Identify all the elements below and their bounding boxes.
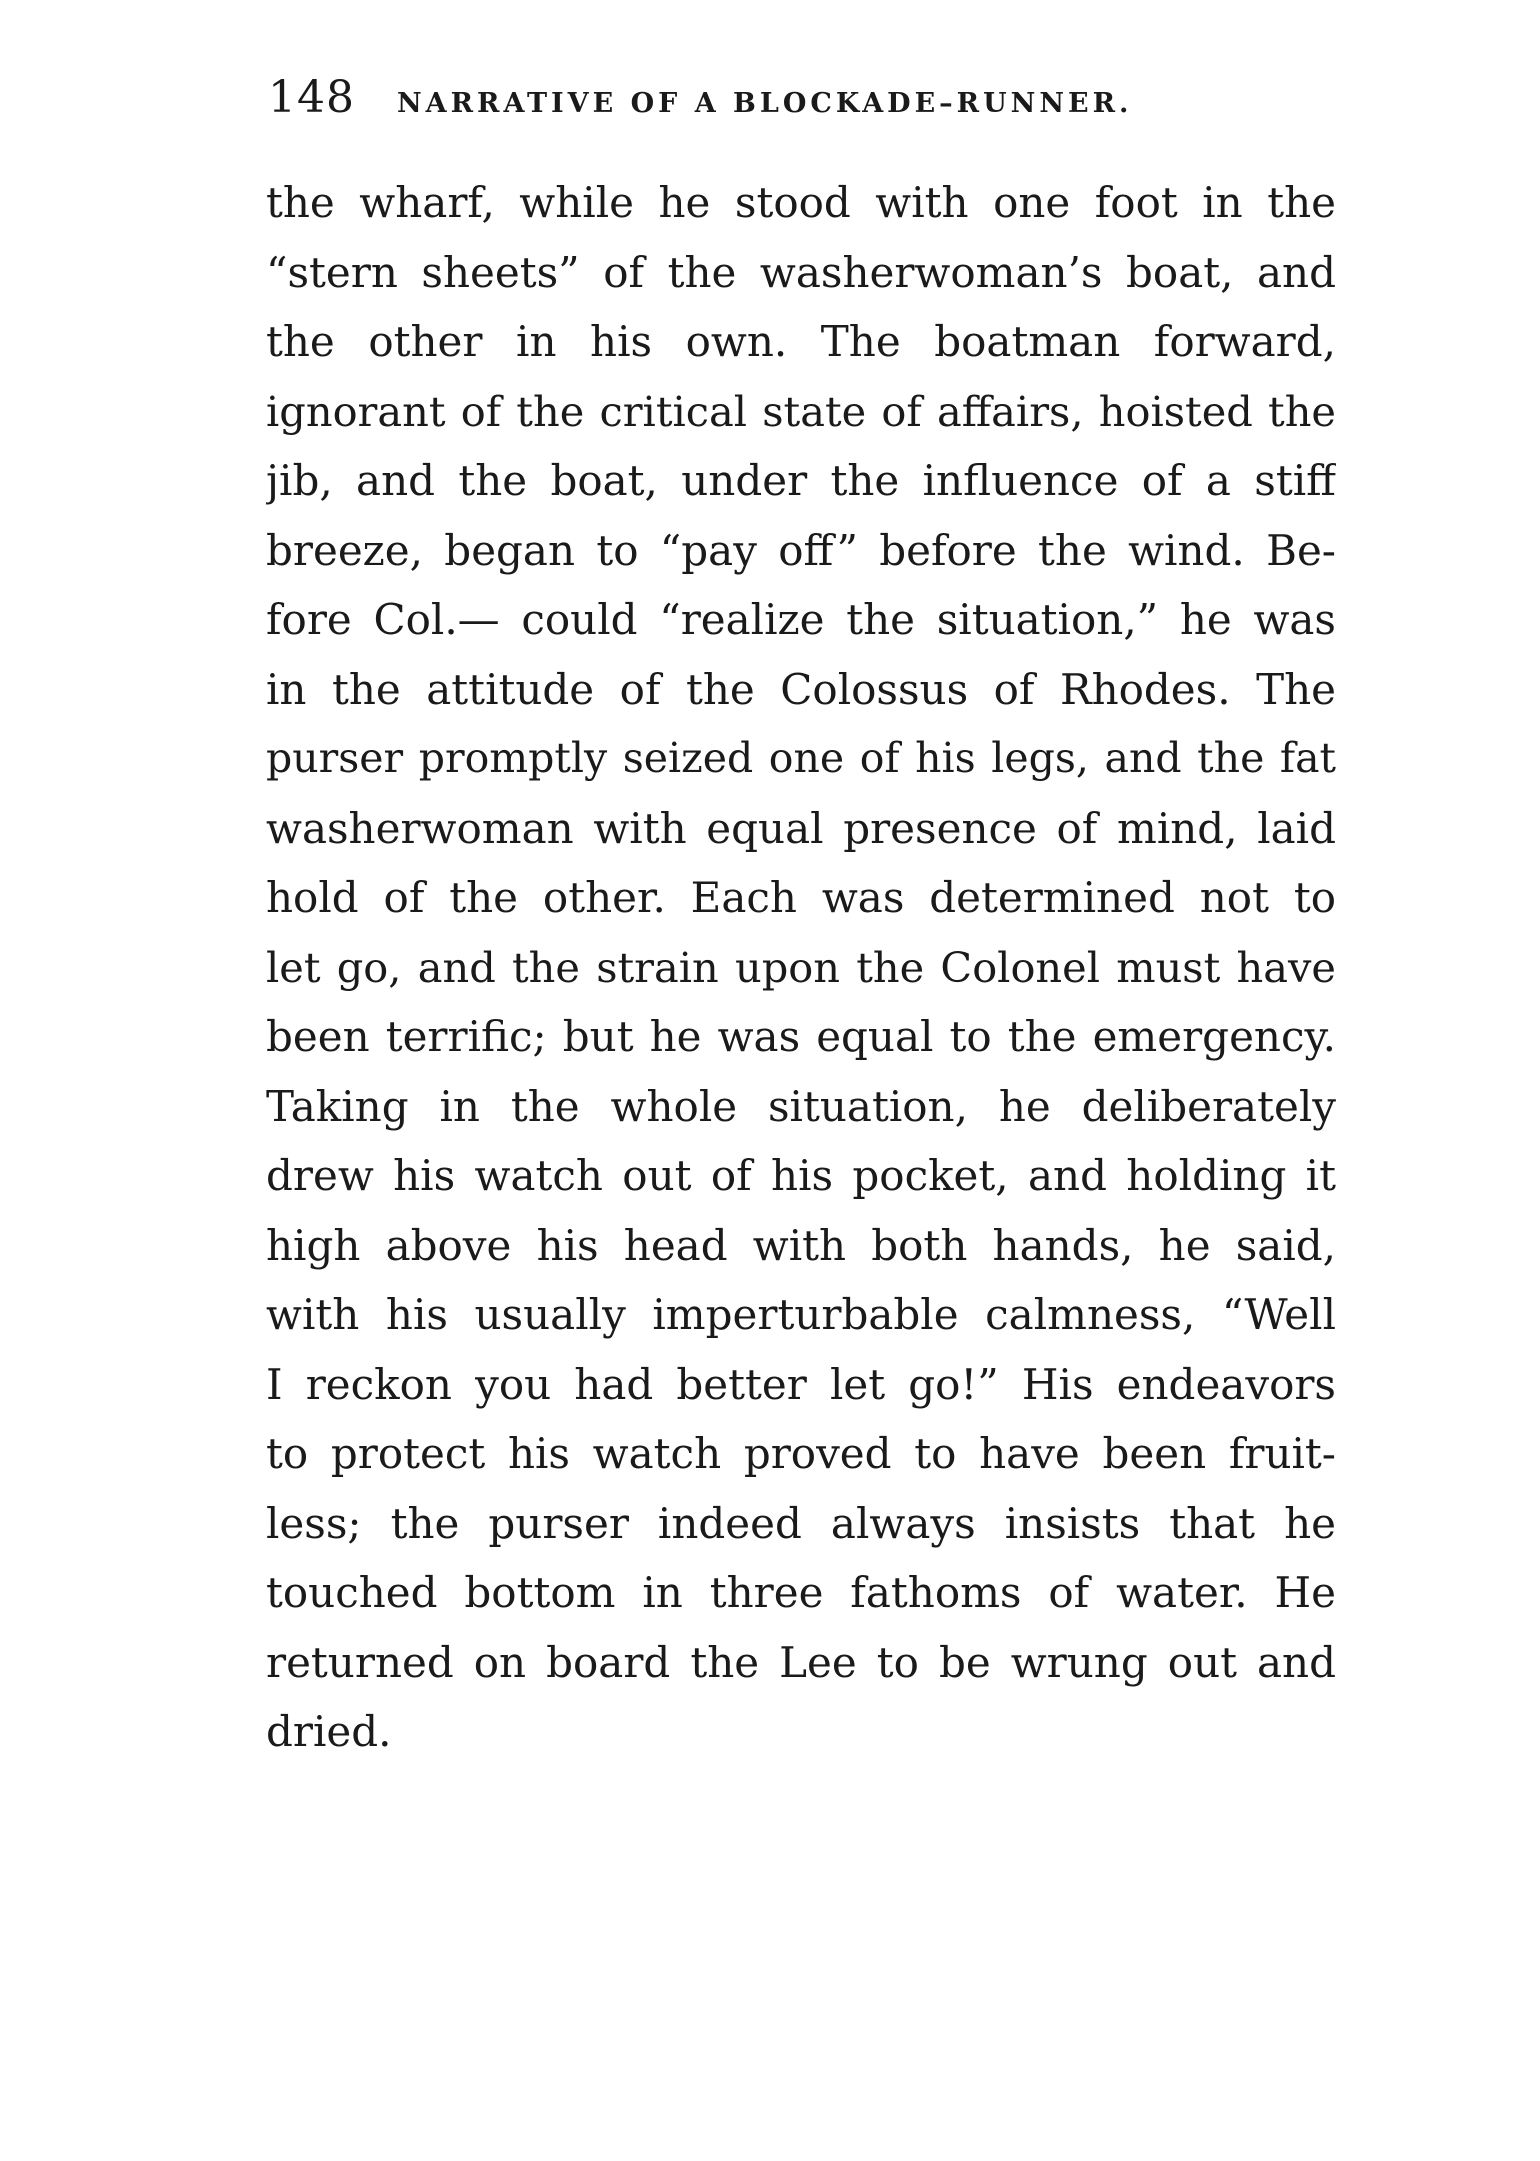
text-line: been terrific; but he was equal to the emergency. (266, 1012, 1336, 1061)
text-line: hold of the other. Each was determined not to (266, 873, 1336, 922)
text-line: in the attitude of the Colossus of Rhodes. The (266, 664, 1336, 714)
text-line: high above his head with both hands, he said, (266, 1220, 1336, 1270)
text-line: with his usually imperturbable calmness, “Well (266, 1290, 1336, 1339)
text-line: drew his watch out of his pocket, and holding it (266, 1151, 1336, 1200)
text-line: ignorant of the critical state of affairs, hoisted the (266, 386, 1336, 436)
text-line: purser promptly seized one of his legs, and the fat (266, 734, 1336, 782)
text-line: fore Col.— could “realize the situation,” he was (266, 595, 1336, 644)
text-line: the other in his own. The boatman forward, (266, 317, 1336, 366)
text-line: touched bottom in three fathoms of water. He (266, 1568, 1336, 1617)
page-number: 148 (268, 72, 355, 123)
text-line: less; the purser indeed always insists that he (266, 1498, 1336, 1548)
text-line: the wharf, while he stood with one foot in the (266, 178, 1336, 227)
text-line: Taking in the whole situation, he deliberately (266, 1081, 1336, 1131)
body-text (266, 168, 1336, 1767)
text-line: let go, and the strain upon the Colonel must have (266, 942, 1336, 992)
text-line: breeze, began to “pay off” before the wind. Be- (266, 525, 1336, 575)
running-head (268, 72, 1334, 132)
text-line: to protect his watch proved to have been fruit- (266, 1429, 1336, 1478)
running-title: NARRATIVE OF A BLOCKADE–RUNNER. (396, 88, 1133, 119)
text-line: returned on board the Lee to be wrung out and (266, 1637, 1336, 1687)
text-line: jib, and the boat, under the influence of a stiff (266, 456, 1336, 505)
text-line: washerwoman with equal presence of mind, laid (266, 803, 1336, 853)
text-line: “stern sheets” of the washerwoman’s boat, and (266, 247, 1336, 297)
text-line: dried. (266, 1707, 392, 1756)
text-line: I reckon you had better let go!” His endeavors (266, 1359, 1336, 1409)
